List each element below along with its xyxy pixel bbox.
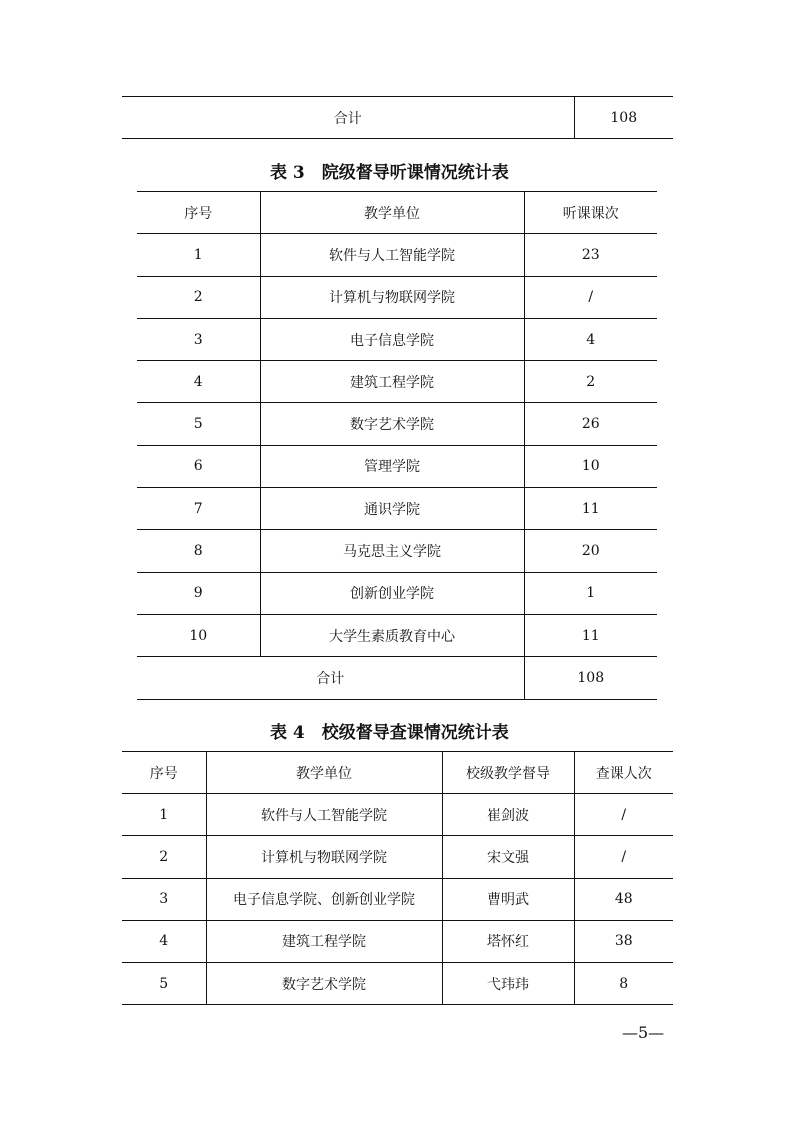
table-row [137, 234, 657, 276]
table4-title: 表 4 校级督导查课情况统计表 [270, 723, 509, 743]
cell-supervisor: 弋玮玮 [442, 962, 574, 1004]
cell-index: 5 [137, 403, 260, 445]
cell-unit: 计算机与物联网学院 [260, 276, 524, 318]
cell-index: 2 [122, 836, 206, 878]
table4 [122, 751, 673, 1005]
cell-count: / [524, 276, 657, 318]
table-row [137, 318, 657, 360]
cell-count: 38 [574, 920, 673, 962]
cell-unit: 通识学院 [260, 488, 524, 530]
table-total-row [122, 97, 673, 139]
table-row [122, 794, 673, 836]
total-value: 108 [524, 657, 657, 699]
table-header-row [122, 752, 673, 794]
table-row [137, 488, 657, 530]
cell-count: 11 [524, 614, 657, 656]
table-row [137, 361, 657, 403]
cell-index: 1 [122, 794, 206, 836]
table-row [137, 276, 657, 318]
table-header-row [137, 192, 657, 234]
cell-index: 3 [137, 318, 260, 360]
table-row [137, 614, 657, 656]
cell-index: 8 [137, 530, 260, 572]
table-row [122, 878, 673, 920]
column-header-index: 序号 [137, 192, 260, 234]
cell-unit: 创新创业学院 [260, 572, 524, 614]
cell-count: / [574, 836, 673, 878]
cell-unit: 管理学院 [260, 445, 524, 487]
cell-supervisor: 宋文强 [442, 836, 574, 878]
table-total-row [137, 657, 657, 699]
cell-index: 1 [137, 234, 260, 276]
column-header-unit: 教学单位 [206, 752, 442, 794]
cell-index: 10 [137, 614, 260, 656]
cell-unit: 马克思主义学院 [260, 530, 524, 572]
cell-supervisor: 塔怀红 [442, 920, 574, 962]
cell-unit: 软件与人工智能学院 [260, 234, 524, 276]
cell-count: 20 [524, 530, 657, 572]
cell-count: 11 [524, 488, 657, 530]
cell-index: 4 [137, 361, 260, 403]
column-header-index: 序号 [122, 752, 206, 794]
table3-title: 表 3 院级督导听课情况统计表 [270, 163, 509, 183]
column-header-count: 查课人次 [574, 752, 673, 794]
column-header-supervisor: 校级教学督导 [442, 752, 574, 794]
cell-unit: 建筑工程学院 [260, 361, 524, 403]
page-number: —5— [622, 1023, 665, 1042]
cell-index: 4 [122, 920, 206, 962]
cell-count: 23 [524, 234, 657, 276]
table-row [122, 962, 673, 1004]
table2-total-fragment [122, 96, 673, 139]
total-label: 合计 [137, 657, 524, 699]
cell-count: 48 [574, 878, 673, 920]
cell-unit: 电子信息学院 [260, 318, 524, 360]
cell-count: 10 [524, 445, 657, 487]
table-row [137, 572, 657, 614]
cell-unit: 计算机与物联网学院 [206, 836, 442, 878]
table-row [137, 403, 657, 445]
cell-unit: 大学生素质教育中心 [260, 614, 524, 656]
cell-index: 9 [137, 572, 260, 614]
total-label: 合计 [333, 110, 362, 127]
cell-unit: 数字艺术学院 [260, 403, 524, 445]
cell-count: 4 [524, 318, 657, 360]
cell-index: 6 [137, 445, 260, 487]
cell-supervisor: 崔剑波 [442, 794, 574, 836]
column-header-unit: 教学单位 [260, 192, 524, 234]
cell-count: 1 [524, 572, 657, 614]
table-row [122, 920, 673, 962]
cell-index: 7 [137, 488, 260, 530]
column-header-count: 听课课次 [524, 192, 657, 234]
table3 [137, 191, 657, 700]
cell-count: 2 [524, 361, 657, 403]
cell-index: 5 [122, 962, 206, 1004]
cell-index: 2 [137, 276, 260, 318]
table-row [122, 836, 673, 878]
cell-unit: 软件与人工智能学院 [206, 794, 442, 836]
cell-unit: 电子信息学院、创新创业学院 [206, 878, 442, 920]
cell-count: / [574, 794, 673, 836]
cell-count: 26 [524, 403, 657, 445]
cell-index: 3 [122, 878, 206, 920]
cell-unit: 建筑工程学院 [206, 920, 442, 962]
table-row [137, 445, 657, 487]
cell-supervisor: 曹明武 [442, 878, 574, 920]
cell-count: 8 [574, 962, 673, 1004]
total-value: 108 [574, 97, 673, 139]
table-row [137, 530, 657, 572]
cell-unit: 数字艺术学院 [206, 962, 442, 1004]
